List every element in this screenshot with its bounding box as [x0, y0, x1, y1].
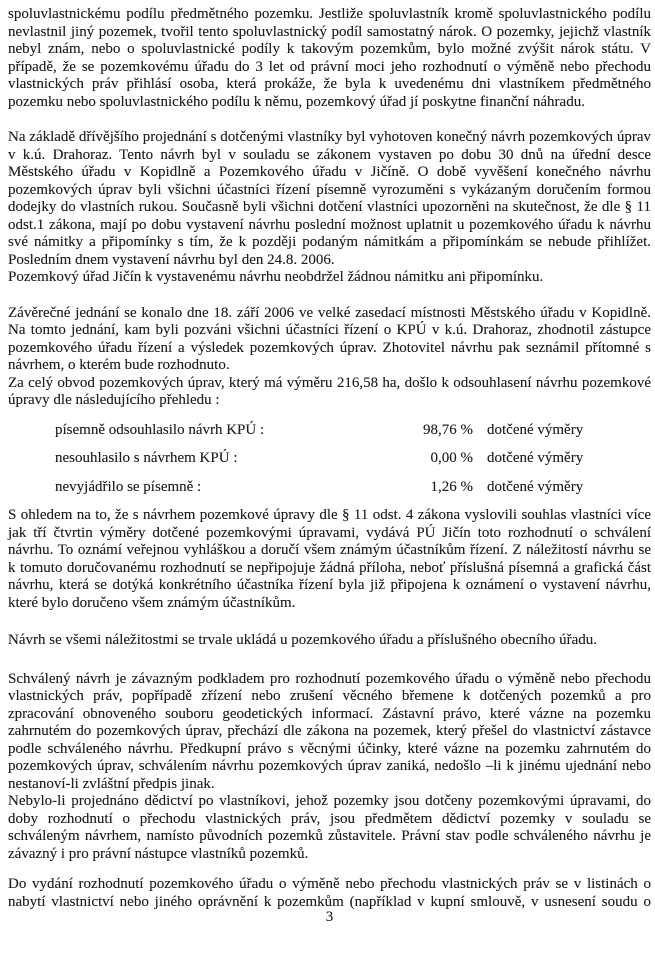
- table-row: [55, 422, 651, 440]
- paragraph-until-decision: Do vydání rozhodnutí pozemkového úřadu o výměně nebo přechodu vlastnických práv se v listinách o nabytí vlastnictví nebo jiného oprávnění k pozemkům (například v kupní smlouvě, v usnesení soudu o: [8, 876, 651, 910]
- paragraph-block-legal-effects: [8, 671, 651, 864]
- table-row-label: písemně odsouhlasilo návrh KPÚ :: [55, 421, 265, 438]
- paragraph-no-objections: Pozemkový úřad Jičín k vystavenému návrhu neobdržel žádnou námitku ani připomínku.: [8, 269, 544, 285]
- paragraph-block-until-decision: [8, 876, 651, 911]
- page-number: 3: [325, 909, 334, 925]
- table-row-value: 98,76 %: [423, 421, 473, 438]
- paragraph-approval-overview-intro: Za celý obvod pozemkových úprav, který má výměru 216,58 ha, došlo k odsouhlasení návrhu pozemkové úpravy dle následujícího přehledu :: [8, 374, 651, 408]
- table-row-label: nevyjádřilo se písemně :: [55, 478, 202, 495]
- paragraph-coownership-share: spoluvlastnickému podílu předmětného pozemku. Jestliže spoluvlastník kromě spoluvlastnického podílu nevlastnil jiný pozemek, tvořil tento spoluvlastnický podíl samostatný nárok. O pozemky, jejichž vlastník nebyl znám, nebo o spoluvlastnické podíly k takovým pozemkům, bylo možné zvýšit nárok státu. V případě, že se pozemkovému úřadu do 3 let od právní moci jeho rozhodnutí o výměně nebo přechodu vlastnických práv přihlásí osoba, která prokáže, že byla k uvedenému dni vlastníkem předmětného pozemku nebo spoluvlastnického podílu k němu, pozemkový úřad jí poskytne finanční náhradu.: [8, 6, 651, 110]
- table-row-label: nesouhlasilo s návrhem KPÚ :: [55, 450, 238, 466]
- table-row: [55, 450, 651, 468]
- paragraph-archiving: Návrh se všemi náležitostmi se trvale ukládá u pozemkového úřadu a příslušného obecního úřadu.: [8, 632, 597, 648]
- table-row-value: 0,00 %: [430, 450, 473, 466]
- paragraph-approval-decision: S ohledem na to, že s návrhem pozemkové úpravy dle § 11 odst. 4 zákona vyslovili souhlas vlastníci více jak tří čtvrtin výměry dotčené pozemkovými úpravami, vydává PÚ Jičín toto rozhodnutí o schválení návrhu. To oznámí veřejnou vyhláškou a doručí všem známým účastníkům řízení. Z náležitostí návrhu se k tomuto doručovanému rozhodnutí se nepřipojuje žádná příloha, neboť příslušná písemná a grafická část návrhu, která se dotýká konkrétního účastníka řízení byla již připojena k oznámení o vystavení návrhu, které bylo doručeno všem známým účastníkům.: [8, 507, 651, 611]
- paragraph-legal-effects: Schválený návrh je závazným podkladem pro rozhodnutí pozemkového úřadu o výměně nebo přechodu vlastnických práv, popřípadě zřízení nebo zrušení věcného břemene k dotčených pozemků a pro zpracování obnoveného souboru geodetických informací. Zástavní právo, které vázne na pozemku zahrnutém do pozemkových úprav, přechází dle zákona na pozemek, který přešel do vlastnictví zástavce podle schváleného návrhu. Předkupní právo s věcnými účinky, které vázne na pozemku zahrnutém do pozemkových úprav, schválením návrhu pozemkových úprav zaniká, nedošlo –li k jinému ujednání nebo nestanoví-li zvláštní předpis jinak.: [8, 670, 651, 792]
- paragraph-block-final-hearing: [8, 305, 651, 410]
- paragraph-block-final-draft: [8, 129, 651, 287]
- paragraph-final-draft-display: Na základě dřívějšího projednání s dotčenými vlastníky byl vyhotoven konečný návrh pozemkových úprav v k.ú. Drahoraz. Tento návrh byl v souladu se zákonem vystaven po dobu 30 dnů na úřední desce Městského úřadu v Kopidlně a Pozemkového úřadu v Jičíně. O době vyvěšení konečného návrhu pozemkových úprav byli všichni účastníci řízení písemně vyrozuměni s vykázaným doručením formou dodejky do vlastních rukou. Současně byli všichni dotčení vlastníci upozorněni na skutečnost, že dle § 11 odst.1 zákona, mají po dobu vystavení návrhu poslední možnost uplatnit u pozemkového úřadu k návrhu své námitky a připomínky s tím, že k později podaným námitkám a připomínkám se nebude přihlížet. Posledním dnem vystavení návrhu byl den 24.8. 2006.: [8, 129, 651, 268]
- consent-summary-table: [8, 422, 651, 497]
- table-row-unit: dotčené výměry: [487, 450, 584, 466]
- table-row-value: 1,26 %: [430, 478, 473, 495]
- table-row: [55, 479, 651, 497]
- paragraph-final-hearing: Závěrečné jednání se konalo dne 18. září 2006 ve velké zasedací místnosti Městského úřadu v Kopidlně. Na tomto jednání, kam byli pozváni všichni účastníci řízení o KPÚ v k.ú. Drahoraz, zhodnotil zástupce pozemkového úřadu řízení a výsledek pozemkových úprav. Zhotovitel návrhu pak seznámil přítomné s návrhem, o kterém bude rozhodnuto.: [8, 304, 651, 373]
- table-row-unit: dotčené výměry: [487, 421, 584, 438]
- table-row-unit: dotčené výměry: [487, 478, 584, 495]
- paragraph-block-archiving: [8, 632, 651, 650]
- paragraph-inheritance: Nebylo-li projednáno dědictví po vlastníkovi, jehož pozemky jsou dotčeny pozemkovými úpravami, do doby rozhodnutí o přechodu vlastnických práv, jsou předmětem dědictví pozemky v souladu se schváleným návrhem, namísto původních pozemků zůstavitele. Právní stav podle schváleného návrhu je závazný i pro právní nástupce vlastníků pozemků.: [8, 793, 651, 862]
- paragraph-block-approval-decision: [8, 507, 651, 612]
